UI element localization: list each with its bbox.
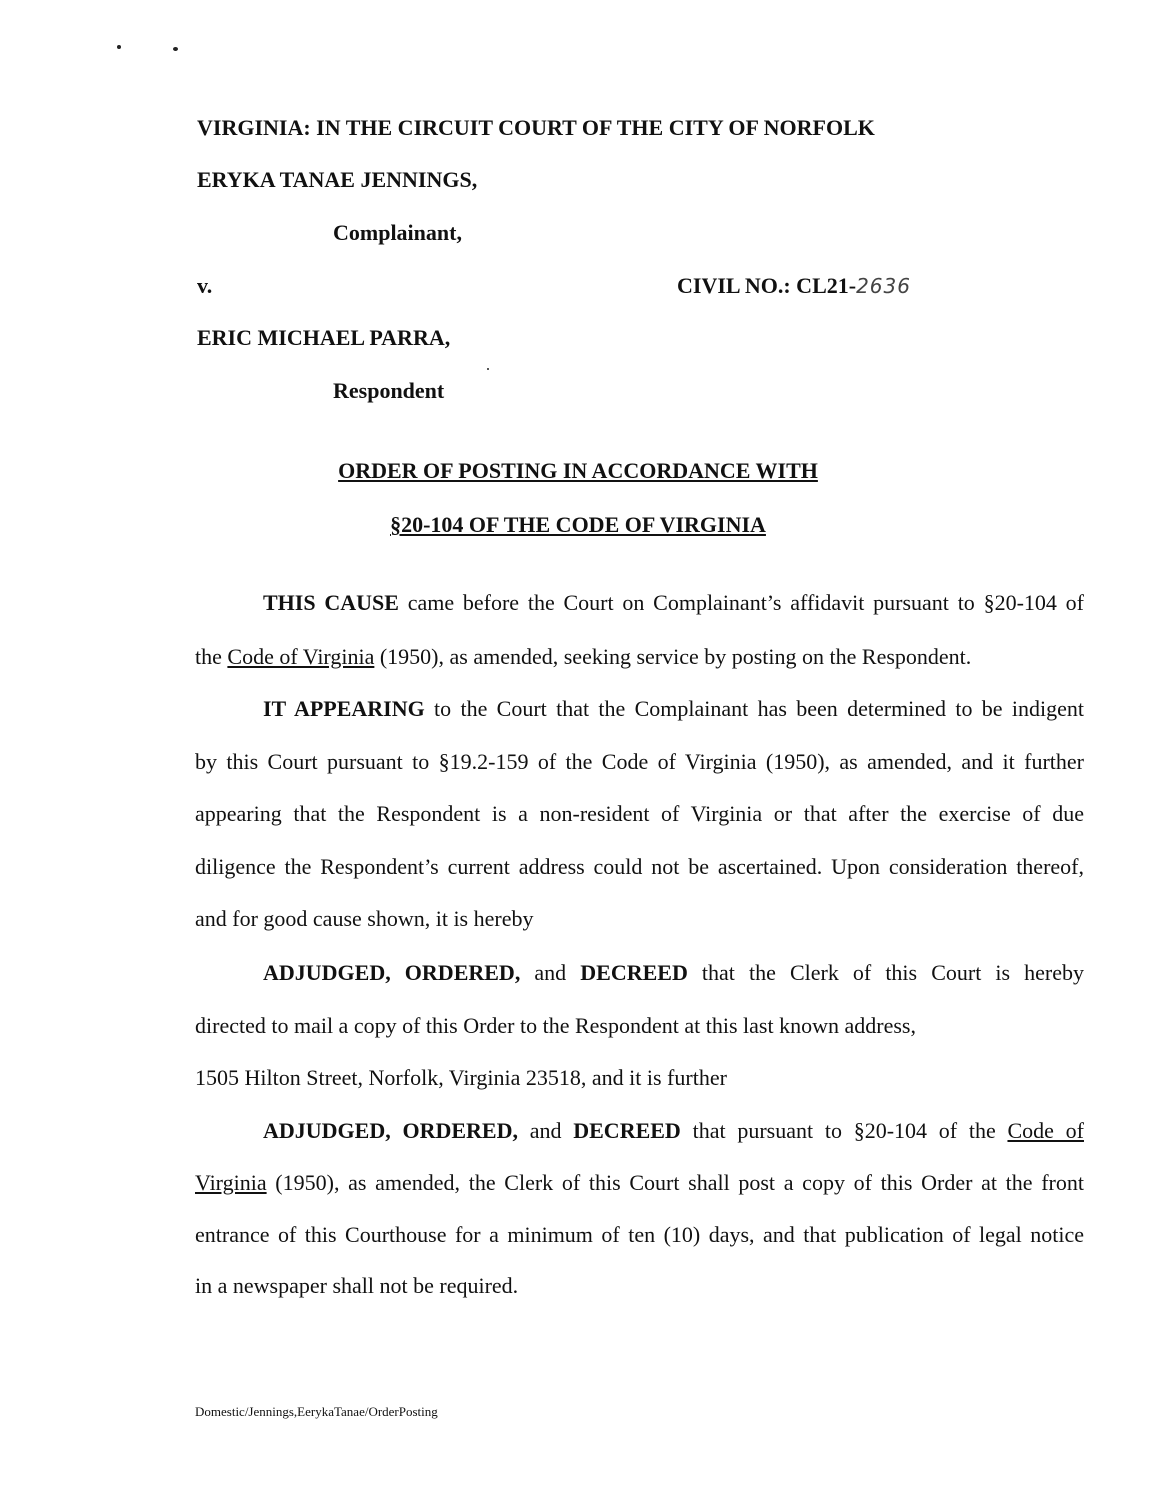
respondent-name: ERIC MICHAEL PARRA, (197, 325, 451, 350)
para1-lead: THIS CAUSE (263, 590, 399, 615)
order-title-line-1 (0, 458, 1156, 484)
para3-line-1 (263, 960, 1084, 986)
para2-line-3: appearing that the Respondent is a non-resident of Virginia or that after the exercise of due (195, 801, 1084, 826)
para2-line-4: diligence the Respondent’s current address could not be ascertained. Upon consideration thereof, (195, 854, 1084, 879)
para4-line-3: entrance of this Courthouse for a minimum of ten (10) days, and that publication of legal notice (195, 1222, 1084, 1247)
order-title-line-2 (0, 512, 1156, 538)
order-title-1-text: ORDER OF POSTING IN ACCORDANCE WITH (338, 458, 818, 483)
court-line: VIRGINIA: IN THE CIRCUIT COURT OF THE CITY OF NORFOLK (197, 115, 875, 140)
para4-code-of-ref: Code of (1007, 1118, 1084, 1143)
para4-line-2 (195, 1170, 1084, 1196)
para4-line-1-text: that pursuant to §20-104 of the (680, 1118, 1008, 1143)
civil-number-label: CIVIL NO.: CL21- (677, 273, 857, 298)
para1-line-1 (263, 590, 1084, 616)
para1-line-2-post: (1950), as amended, seeking service by posting on the Respondent. (374, 644, 972, 669)
scan-speck (117, 45, 121, 49)
para4-line-1 (263, 1118, 1084, 1144)
para2-line-1 (263, 696, 1084, 722)
para3-line-1-text: that the Clerk of this Court is hereby (687, 960, 1084, 985)
para2-line-1-text: to the Court that the Complainant has been determined to be indigent (424, 696, 1084, 721)
para3-address-line: 1505 Hilton Street, Norfolk, Virginia 23518, and it is further (195, 1065, 727, 1090)
para1-line-1-text: came before the Court on Complainant’s affidavit pursuant to §20-104 of (398, 590, 1084, 615)
para3-and: and (520, 960, 581, 985)
para2-line-5: and for good cause shown, it is hereby (195, 906, 534, 931)
para4-line-4: in a newspaper shall not be required. (195, 1273, 519, 1298)
civil-number (677, 273, 911, 299)
respondent-role: Respondent (333, 378, 445, 403)
scan-speck (173, 47, 178, 51)
document-footer-path: Domestic/Jennings,EerykaTanae/OrderPosting (195, 1404, 438, 1419)
para2-lead: IT APPEARING (263, 696, 425, 721)
complainant-role: Complainant, (333, 220, 462, 245)
para3-decreed: DECREED (580, 960, 688, 985)
para1-line-2-pre: the (195, 644, 228, 669)
scan-speck (487, 368, 489, 370)
para4-line-2-text: (1950), as amended, the Clerk of this Court shall post a copy of this Order at the front (266, 1170, 1084, 1195)
para4-adjudged: ADJUDGED, ORDERED, (263, 1118, 518, 1143)
complainant-name: ERYKA TANAE JENNINGS, (197, 167, 478, 192)
para4-virginia-ref: Virginia (195, 1170, 267, 1195)
civil-number-handwritten: 2636 (856, 274, 911, 298)
para3-adjudged: ADJUDGED, ORDERED, (263, 960, 521, 985)
para3-line-2: directed to mail a copy of this Order to the Respondent at this last known address, (195, 1013, 916, 1038)
para1-line-2 (195, 644, 971, 670)
code-of-virginia-ref: Code of Virginia (227, 644, 375, 669)
versus-label: v. (197, 273, 213, 298)
para4-decreed: DECREED (573, 1118, 681, 1143)
para4-and: and (517, 1118, 574, 1143)
order-title-2-text: §20-104 OF THE CODE OF VIRGINIA (390, 512, 766, 537)
para2-line-2: by this Court pursuant to §19.2-159 of the Code of Virginia (1950), as amended, and it further (195, 749, 1084, 774)
